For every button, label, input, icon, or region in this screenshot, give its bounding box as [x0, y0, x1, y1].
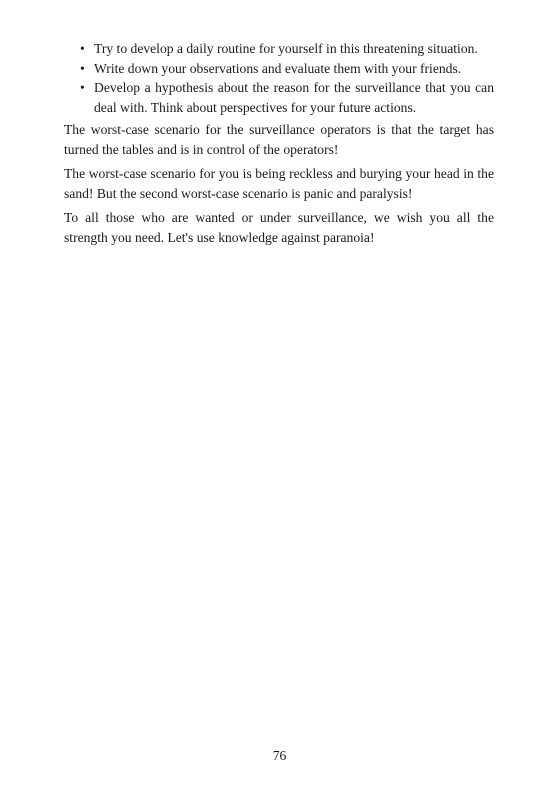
bullet-marker: •	[80, 41, 85, 56]
bullet-item	[64, 59, 494, 79]
bullet-list	[64, 39, 494, 117]
paragraph-operators-worst-case: The worst-case scenario for the surveillance operators is that the target has turned the tables and is in control of the operators!	[64, 122, 494, 157]
paragraph-closing-wish: To all those who are wanted or under surveillance, we wish you all the strength you need. Let's use knowledge against paranoia!	[64, 210, 494, 245]
bullet-item	[64, 39, 494, 59]
page-number: 76	[272, 748, 287, 763]
bullet-text: Write down your observations and evaluate them with your friends.	[94, 60, 462, 76]
bullet-text: Try to develop a daily routine for yourself in this threatening situation.	[94, 41, 478, 56]
bullet-text: Develop a hypothesis about the reason for the surveillance that you can deal with. Think about perspectives for your future actions.	[94, 80, 494, 115]
page-body	[64, 39, 494, 252]
bullet-marker: •	[80, 80, 85, 95]
bullet-item	[64, 78, 494, 117]
paragraph-your-worst-case: The worst-case scenario for you is being reckless and burying your head in the sand! But the second worst-case scenario is panic and paralysis!	[64, 166, 494, 201]
bullet-marker: •	[80, 60, 85, 76]
